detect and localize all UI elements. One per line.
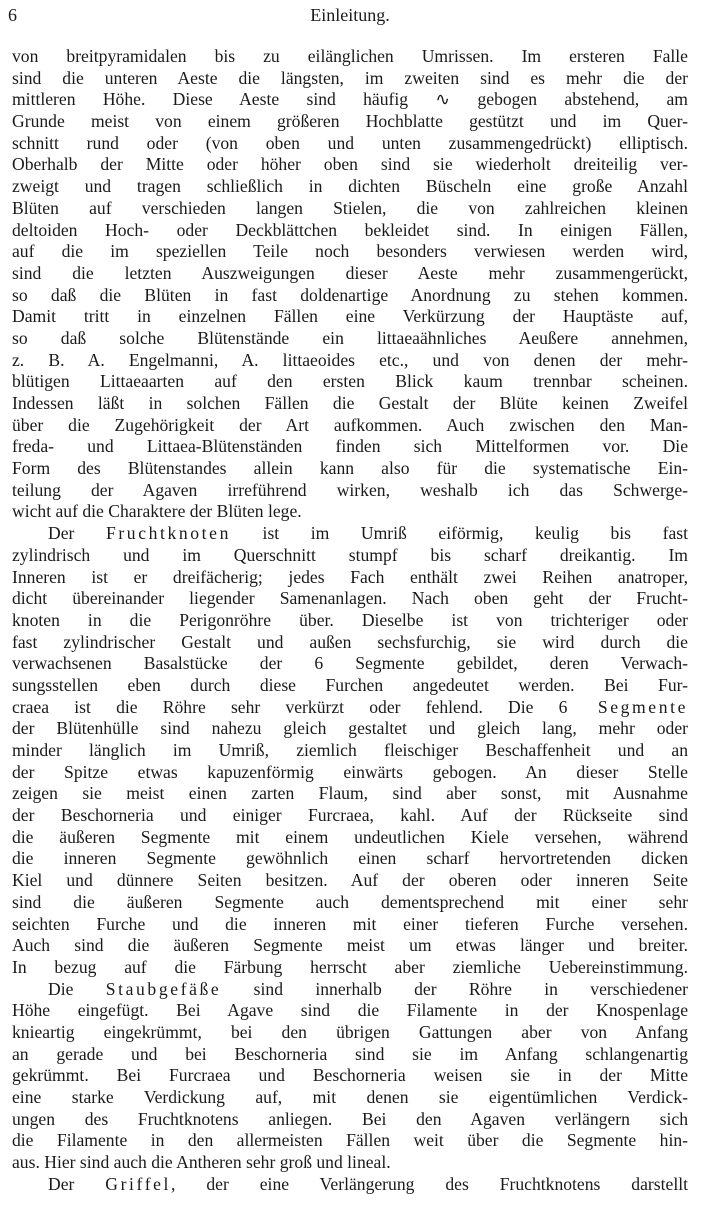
text-line	[12, 675, 688, 697]
text-line	[12, 610, 688, 632]
text-line	[12, 1152, 688, 1174]
line-text: Auch sind die äußeren Segmente meist um etwas länger und breiter.	[12, 935, 688, 956]
spaced-term: Staubgefäße	[105, 978, 222, 999]
text-line	[12, 892, 688, 914]
line-text: mittleren Höhe. Diese Aeste sind häufig ∿ gebogen abstehend, am	[12, 89, 688, 110]
line-text: der Beschorneria und einiger Furcraea, kahl. Auf der Rückseite sind	[12, 805, 688, 826]
line-text: teilung der Agaven irreführend wirken, weshalb ich das Schwerge-	[12, 479, 688, 500]
line-lead-text: Die	[48, 978, 106, 999]
line-text: knoten in die Perigonröhre über. Dieselbe ist von trichteriger oder	[12, 609, 688, 630]
text-line	[12, 870, 688, 892]
line-lead-text: Der	[48, 523, 106, 544]
text-line	[12, 848, 688, 870]
line-text: In bezug auf die Färbung herrscht aber ziemliche Uebereinstimmung.	[12, 956, 688, 977]
text-line	[12, 436, 688, 458]
text-line	[12, 154, 688, 176]
line-text: Kiel und dünnere Seiten besitzen. Auf der oberen oder inneren Seite	[12, 870, 688, 891]
text-line	[12, 957, 688, 979]
line-text: dicht übereinander liegender Samenanlagen. Nach oben geht der Frucht-	[12, 588, 688, 609]
line-text: , der eine Verlängerung des Fruchtknotens darstellt	[171, 1173, 688, 1194]
text-line	[12, 220, 688, 242]
line-text: zylindrisch und im Querschnitt stumpf bis scharf dreikantig. Im	[12, 544, 688, 565]
line-text: z. B. A. Engelmanni, A. littaeoides etc., und von denen der mehr-	[12, 349, 688, 370]
line-text: Form des Blütenstandes allein kann also für die systematische Ein-	[12, 458, 688, 479]
text-line	[12, 89, 688, 111]
page-number: 6	[8, 5, 17, 25]
line-text: craea ist die Röhre sehr verkürzt oder fehlend. Die	[12, 696, 559, 717]
line-text: der Spitze etwas kapuzenförmig einwärts gebogen. An dieser Stelle	[12, 761, 688, 782]
line-text: sind die äußeren Segmente auch dementsprechend mit einer sehr	[12, 891, 688, 912]
line-text: freda- und Littaea-Blütenständen finden sich Mittelformen vor. Die	[12, 436, 688, 457]
line-text: sungsstellen eben durch diese Furchen angedeutet werden. Bei Fur-	[12, 674, 688, 695]
text-line	[12, 285, 688, 307]
spaced-term: Fruchtknoten	[105, 523, 231, 544]
line-text: sind die letzten Auszweigungen dieser Aeste mehr zusammengerückt,	[12, 262, 688, 283]
text-line	[12, 393, 688, 415]
text-line	[12, 783, 688, 805]
line-text: die äußeren Segmente mit einem undeutlichen Kiele versehen, während	[12, 826, 688, 847]
text-line	[12, 1087, 688, 1109]
text-line	[12, 979, 688, 1001]
line-text: von breitpyramidalen bis zu eilänglichen Umrissen. Im ersteren Falle	[12, 46, 688, 66]
body-text	[12, 46, 688, 1195]
line-text: zeigen sie meist einen zarten Flaum, sind aber sonst, mit Ausnahme	[12, 783, 688, 804]
text-line	[12, 458, 688, 480]
line-text: die inneren Segmente gewöhnlich einen scharf hervortretenden dicken	[12, 848, 688, 869]
text-line	[12, 653, 688, 675]
text-line	[12, 740, 688, 762]
text-line	[12, 1065, 688, 1087]
line-text: deltoiden Hoch- oder Deckblättchen bekleidet sind. In einigen Fällen,	[12, 219, 688, 240]
line-text: Grunde meist von einem größeren Hochblatte gestützt und im Quer-	[12, 111, 688, 132]
line-text: an gerade und bei Beschorneria sind sie im Anfang schlangenartig	[12, 1043, 688, 1064]
line-text: eine starke Verdickung auf, mit denen sie eigentümlichen Verdick-	[12, 1087, 688, 1107]
text-line	[12, 68, 688, 90]
spaced-term: Griffel	[105, 1173, 172, 1194]
line-text: aus. Hier sind auch die Antheren sehr groß und lineal.	[12, 1152, 391, 1173]
text-line	[12, 762, 688, 784]
running-title: Einleitung.	[310, 5, 390, 25]
text-line	[12, 198, 688, 220]
line-text: fast zylindrischer Gestalt und außen sechsfurchig, sie wird durch die	[12, 631, 688, 652]
text-line	[12, 718, 688, 740]
text-line	[12, 805, 688, 827]
text-line	[12, 827, 688, 849]
line-text: Indessen läßt in solchen Fällen die Gestalt der Blüte keinen Zweifel	[12, 393, 688, 413]
line-text: der Blütenhülle sind nahezu gleich gestaltet und gleich lang, mehr oder	[12, 718, 688, 739]
text-line	[12, 1109, 688, 1131]
line-lead-text: Der	[48, 1173, 106, 1194]
text-line	[12, 328, 688, 350]
text-line	[12, 697, 688, 719]
line-text: Höhe eingefügt. Bei Agave sind die Filamente in der Knospenlage	[12, 1000, 688, 1021]
line-text: so daß die Blüten in fast doldenartige Anordnung zu stehen kommen.	[12, 284, 688, 305]
line-text: seichten Furche und die inneren mit einer tieferen Furche versehen.	[12, 913, 688, 934]
text-line	[12, 567, 688, 589]
text-line	[12, 501, 688, 523]
text-line	[12, 415, 688, 437]
text-line	[12, 545, 688, 567]
line-text: knieartig eingekrümmt, bei den übrigen Gattungen aber von Anfang	[12, 1021, 688, 1042]
line-text: sind die unteren Aeste die längsten, im zweiten sind es mehr die der	[12, 67, 688, 88]
line-text: wicht auf die Charaktere der Blüten lege.	[12, 501, 302, 522]
running-head	[8, 2, 692, 28]
text-line	[12, 632, 688, 654]
line-text: die Filamente in den allermeisten Fällen weit über die Segmente hin-	[12, 1130, 688, 1151]
line-text: verwachsenen Basalstücke der 6 Segmente gebildet, deren Verwach-	[12, 653, 688, 674]
text-line	[12, 350, 688, 372]
text-line	[12, 480, 688, 502]
line-text: Damit tritt in einzelnen Fällen eine Verkürzung der Hauptäste auf,	[12, 306, 688, 327]
line-text: schnitt rund oder (von oben und unten zusammengedrückt) elliptisch.	[12, 132, 688, 153]
text-line	[12, 1000, 688, 1022]
line-text: zweigt und tragen schließlich in dichten Büscheln eine große Anzahl	[12, 176, 688, 197]
text-line	[12, 1130, 688, 1152]
text-line	[12, 176, 688, 198]
line-text: sind innerhalb der Röhre in verschiedener	[221, 978, 688, 999]
text-line	[12, 1044, 688, 1066]
text-line	[12, 306, 688, 328]
text-line	[12, 46, 688, 68]
line-text: gekrümmt. Bei Furcraea und Beschorneria weisen sie in der Mitte	[12, 1065, 688, 1086]
text-line	[12, 263, 688, 285]
line-text: minder länglich im Umriß, ziemlich fleischiger Beschaffenheit und an	[12, 740, 688, 760]
line-text: ist im Umriß eiförmig, keulig bis fast	[230, 523, 688, 544]
text-line	[12, 523, 688, 545]
line-text: über die Zugehörigkeit der Art aufkommen. Auch zwischen den Man-	[12, 414, 688, 435]
text-line	[12, 111, 688, 133]
line-text: Inneren ist er dreifächerig; jedes Fach enthält zwei Reihen anatroper,	[12, 566, 688, 587]
line-text: auf die im speziellen Teile noch besonders verwiesen werden wird,	[12, 241, 688, 262]
line-text: Oberhalb der Mitte oder höher oben sind sie wiederholt dreiteilig ver-	[12, 154, 688, 175]
text-line	[12, 241, 688, 263]
text-line	[12, 371, 688, 393]
text-line	[12, 588, 688, 610]
line-text: ungen des Fruchtknotens anliegen. Bei den Agaven verlängern sich	[12, 1108, 688, 1129]
line-text: so daß solche Blütenstände ein littaeaähnliches Aeußere annehmen,	[12, 327, 688, 348]
spaced-term: 6 Segmente	[558, 696, 689, 717]
text-line	[12, 914, 688, 936]
text-line	[12, 935, 688, 957]
line-text: blütigen Littaeaarten auf den ersten Blick kaum trennbar scheinen.	[12, 371, 688, 392]
text-line	[12, 1174, 688, 1196]
text-line	[12, 133, 688, 155]
line-text: Blüten auf verschieden langen Stielen, die von zahlreichen kleinen	[12, 197, 688, 218]
text-line	[12, 1022, 688, 1044]
